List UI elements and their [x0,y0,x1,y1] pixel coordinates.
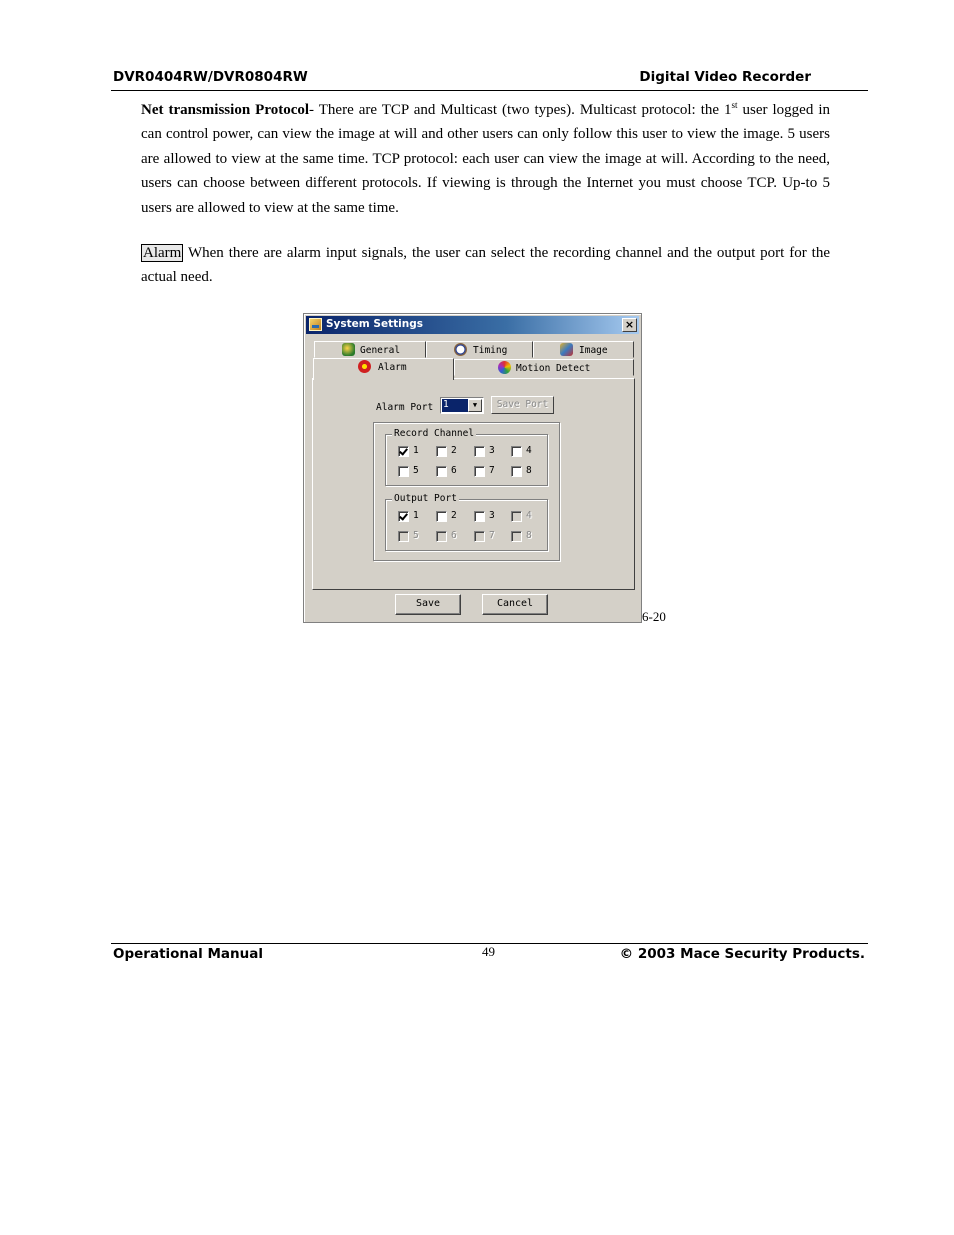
tab-motion-label: Motion Detect [516,363,591,374]
header-product: Digital Video Recorder [639,69,811,85]
output-port-checkbox-1[interactable] [398,511,409,522]
image-tab-icon [560,343,573,356]
motion-detect-icon [498,361,511,374]
output-port-label-6: 6 [451,530,457,541]
header-rule [111,90,868,91]
record-channel-label-5: 5 [413,465,419,476]
output-port-label-1: 1 [413,510,419,521]
output-port-label-7: 7 [489,530,495,541]
tab-timing-label: Timing [473,345,508,356]
system-settings-dialog [303,313,642,623]
record-channel-group [385,428,548,486]
tab-image-label: Image [579,345,608,356]
record-channel-checkbox-2[interactable] [436,446,447,457]
paragraph-net-protocol [141,98,830,220]
close-button[interactable]: × [622,318,637,332]
record-channel-checkbox-3[interactable] [474,446,485,457]
tab-motion-detect[interactable] [454,359,634,376]
output-port-label: Output Port [394,493,457,504]
record-channel-label-3: 3 [489,445,495,456]
output-port-checkbox-6 [436,531,447,542]
save-port-button[interactable]: Save Port [491,396,554,414]
tab-alarm[interactable] [313,358,454,380]
dialog-title: System Settings [326,318,423,330]
record-channel-label-1: 1 [413,445,419,456]
tab-general-label: General [360,345,401,356]
general-tab-icon [342,343,355,356]
output-port-label-8: 8 [526,530,532,541]
record-channel-label-8: 8 [526,465,532,476]
tab-timing[interactable] [426,341,533,358]
record-channel-label-7: 7 [489,465,495,476]
record-channel-label-6: 6 [451,465,457,476]
output-port-checkbox-4 [511,511,522,522]
output-port-label-5: 5 [413,530,419,541]
record-channel-checkbox-1[interactable] [398,446,409,457]
record-channel-label-4: 4 [526,445,532,456]
clock-icon [454,343,467,356]
cancel-button[interactable]: Cancel [482,594,548,615]
header-model: DVR0404RW/DVR0804RW [113,69,308,85]
tab-general[interactable] [314,341,426,358]
record-channel-checkbox-8[interactable] [511,466,522,477]
figure-number: 6-20 [642,609,666,624]
record-channel-checkbox-4[interactable] [511,446,522,457]
record-channel-label-2: 2 [451,445,457,456]
paragraph-alarm [141,241,830,290]
output-port-label-3: 3 [489,510,495,521]
p1-text-a: - There are TCP and Multicast (two types). Multicast protocol: the 1 [309,102,732,118]
chevron-down-icon[interactable]: ▼ [468,399,482,412]
p1-text-b: user logged in can control power, can view the image at will and other users can only follow this user to view the image. 5 users are allowed to view at the same time. TCP protocol: each user can view the image at will. According to the need, users can choose between different protocols. If viewing is through the Internet you must choose TCP. Up-to 5 users are allowed to view at the same time. [141,102,830,216]
output-port-checkbox-7 [474,531,485,542]
p2-text: When there are alarm input signals, the user can select the recording channel and the output port for the actual need. [141,245,830,286]
footer-manual: Operational Manual [113,946,263,962]
alarm-port-select[interactable] [440,397,484,414]
alarm-term-box: Alarm [143,245,182,261]
output-port-checkbox-5 [398,531,409,542]
alarm-port-value: 1 [442,399,468,412]
dialog-titlebar[interactable] [306,316,639,334]
tab-image[interactable] [533,341,634,358]
save-button[interactable]: Save [395,594,461,615]
output-port-label-4: 4 [526,510,532,521]
output-port-checkbox-8 [511,531,522,542]
p1-superscript: st [731,100,738,110]
record-channel-checkbox-7[interactable] [474,466,485,477]
footer-copyright: © 2003 Mace Security Products. [619,946,865,962]
record-channel-checkbox-5[interactable] [398,466,409,477]
term-net-protocol: Net transmission Protocol [141,102,310,118]
tab-alarm-label: Alarm [378,362,407,373]
record-channel-label: Record Channel [394,428,475,439]
record-channel-checkbox-6[interactable] [436,466,447,477]
alarm-port-label: Alarm Port [376,402,434,413]
output-port-group [385,493,548,551]
page-number: 49 [482,944,495,959]
app-icon [309,318,322,331]
output-port-checkbox-2[interactable] [436,511,447,522]
alarm-icon [358,360,371,373]
output-port-label-2: 2 [451,510,457,521]
output-port-checkbox-3[interactable] [474,511,485,522]
